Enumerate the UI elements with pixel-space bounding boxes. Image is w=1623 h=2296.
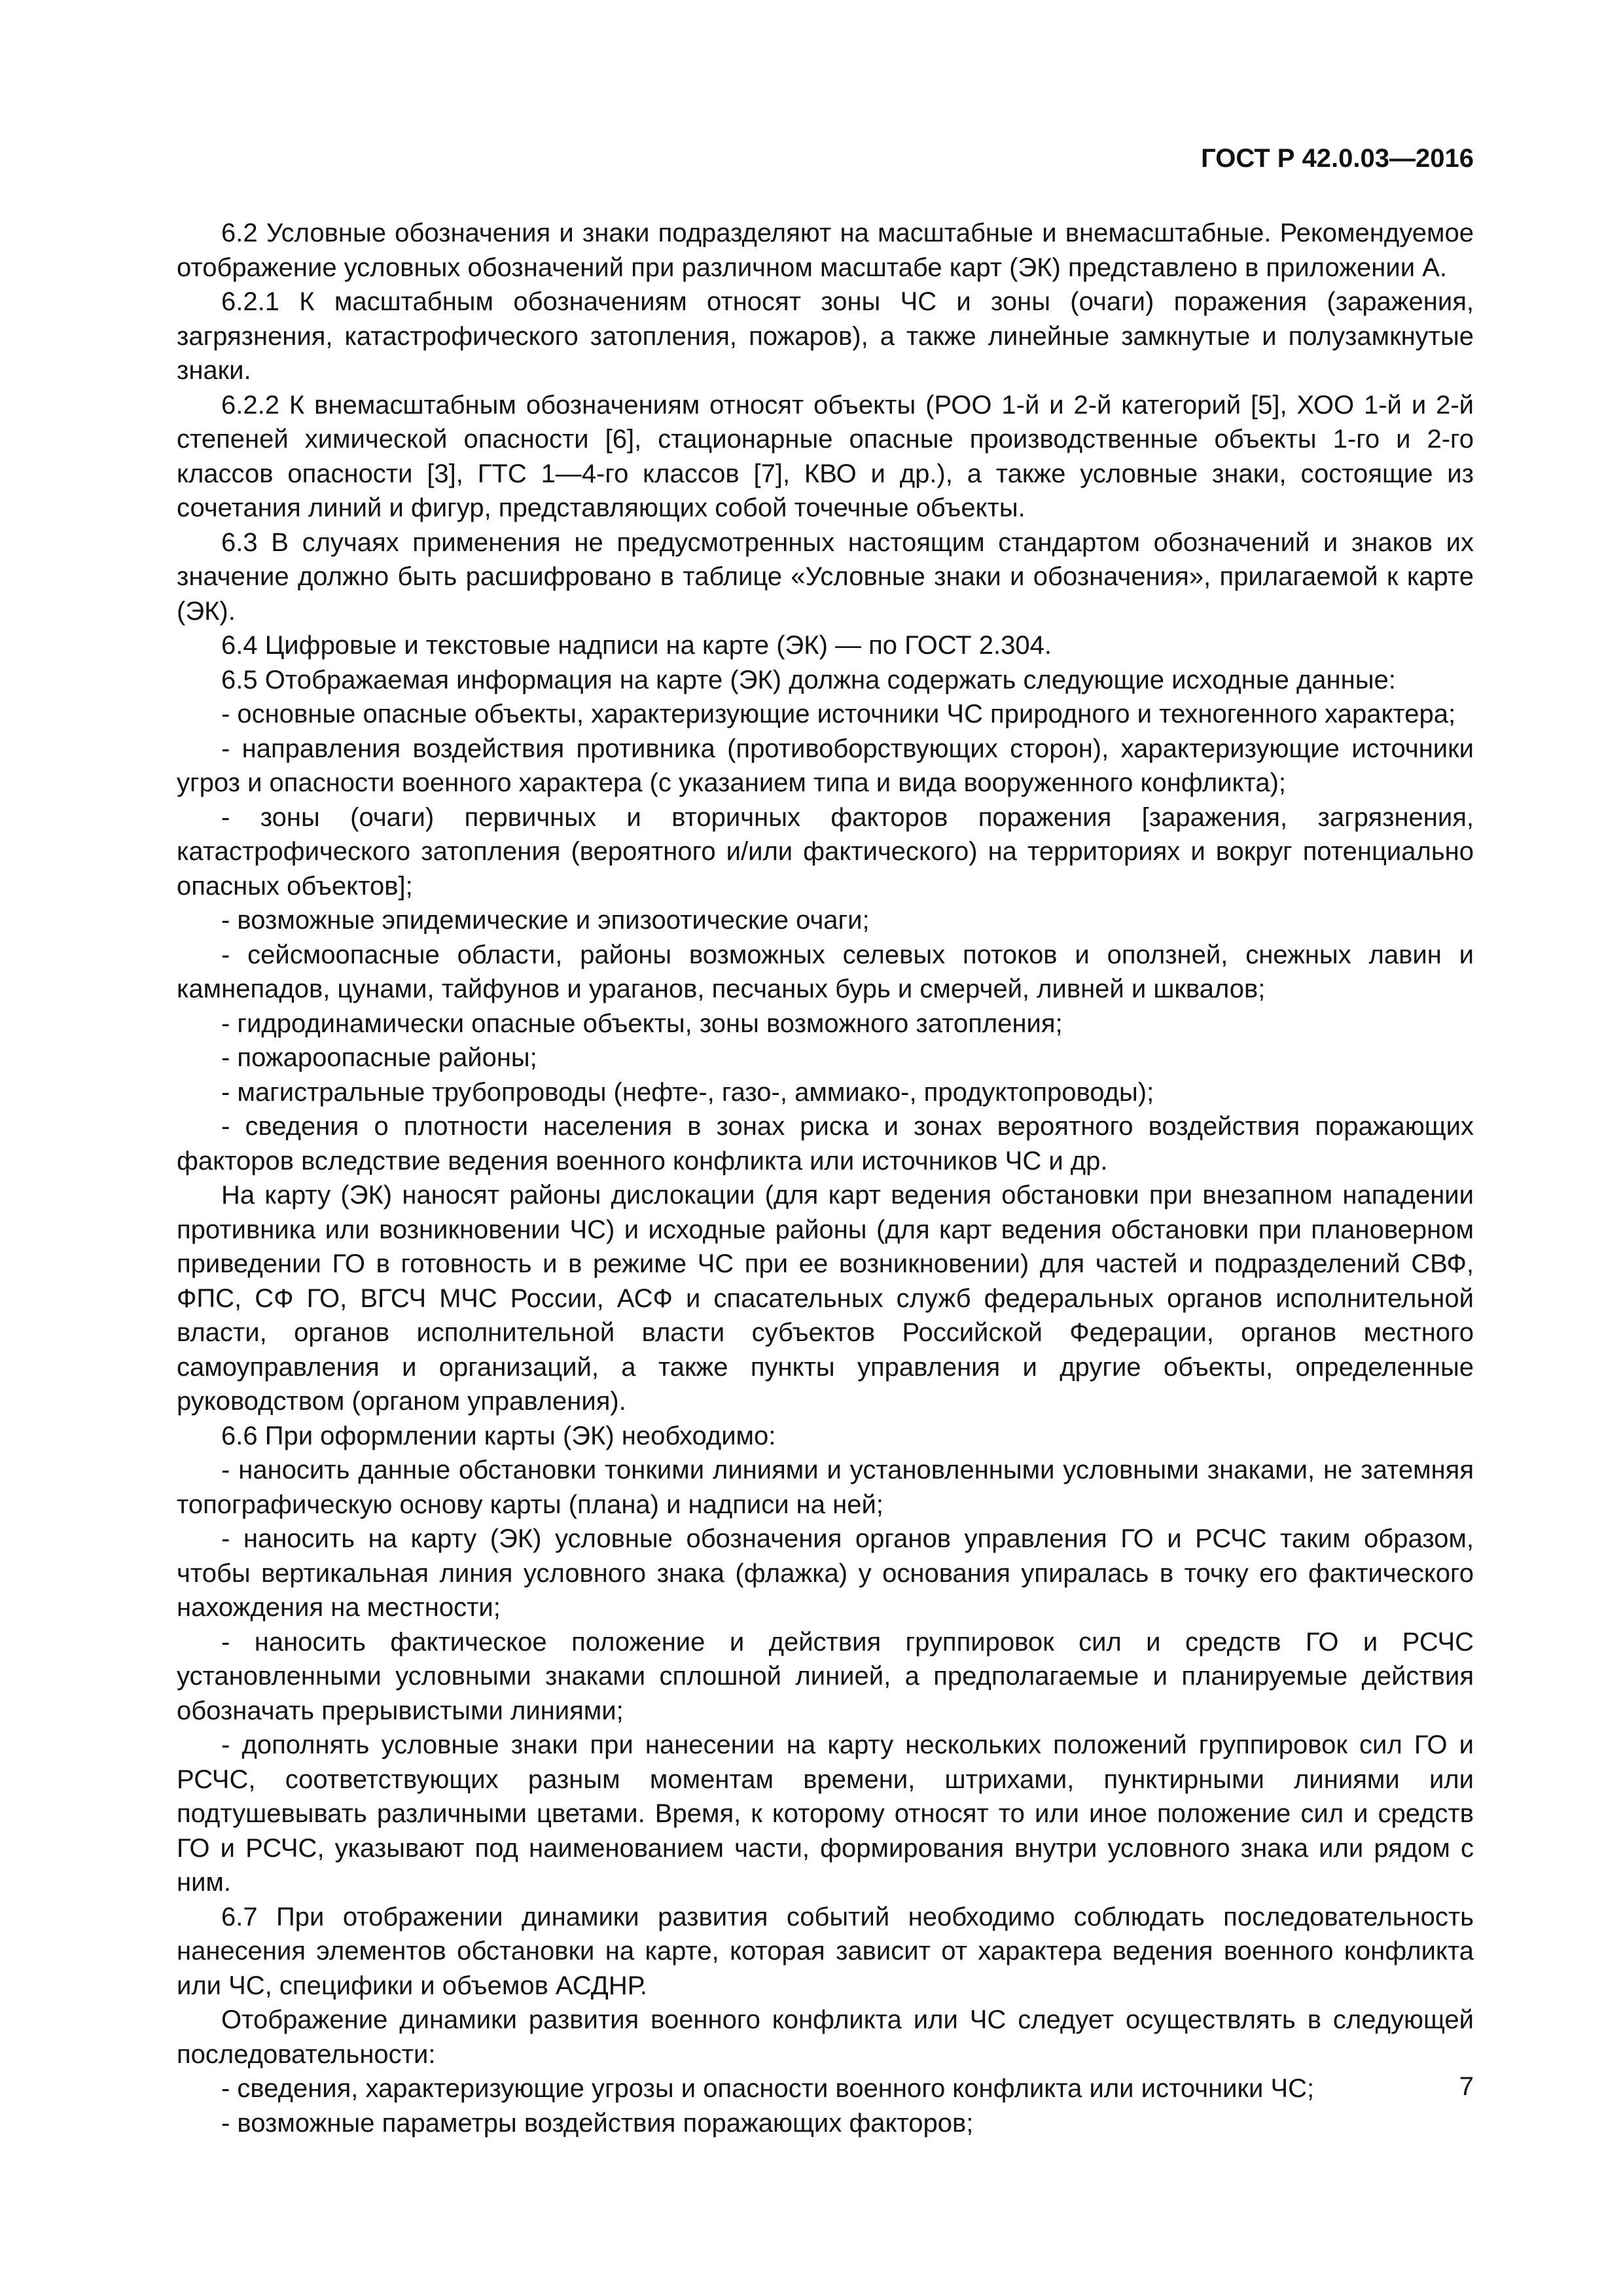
paragraph-6-6: 6.6 При оформлении карты (ЭК) необходимо: xyxy=(221,1421,776,1450)
paragraph-6-4: 6.4 Цифровые и текстовые надписи на карте (ЭК) — по ГОСТ 2.304. xyxy=(221,631,1052,660)
page-number: 7 xyxy=(1459,2072,1474,2101)
paragraph-6-2-2: 6.2.2 К внемасштабным обозначениям относят объекты (РОО 1-й и 2-й категорий [5], ХОО 1-й и 2-й степеней химической опасности [6], стационарные опасные производственные объекты 1-го и 2-го классов опасности [3], ГТС 1—4-го классов [7], КВО и др.), а также условные знаки, состоящие из сочетания линий и фигур, представляющих собой точечные объекты. xyxy=(177,390,1474,522)
list-item: - сведения, характеризующие угрозы и опасности военного конфликта или источники ЧС; xyxy=(221,2074,1315,2103)
paragraph-dynamics-sequence: Отображение динамики развития военного конфликта или ЧС следует осуществлять в следующей последовательности: xyxy=(177,2005,1474,2069)
list-item: - возможные параметры воздействия поражающих факторов; xyxy=(221,2108,974,2138)
document-body xyxy=(177,216,1474,2140)
list-item: - направления воздействия противника (противоборствующих сторон), характеризующие источники угроз и опасности военного характера (с указанием типа и вида вооруженного конфликта); xyxy=(177,734,1474,797)
paragraph-6-2: 6.2 Условные обозначения и знаки подразделяют на масштабные и внемасштабные. Рекомендуемое отображение условных обозначений при различном масштабе карт (ЭК) представлено в приложении А. xyxy=(177,219,1474,282)
list-item: - сведения о плотности населения в зонах риска и зонах вероятного воздействия поражающих факторов вследствие ведения военного конфликта или источников ЧС и др. xyxy=(177,1112,1474,1175)
list-item: - сейсмоопасные области, районы возможных селевых потоков и оползней, снежных лавин и камнепадов, цунами, тайфунов и ураганов, песчаных бурь и смерчей, ливней и шквалов; xyxy=(177,940,1474,1003)
paragraph-6-2-1: 6.2.1 К масштабным обозначениям относят зоны ЧС и зоны (очаги) поражения (заражения, загрязнения, катастрофического затопления, пожаров), а также линейные замкнутые и полузамкнутые знаки. xyxy=(177,287,1474,385)
paragraph-6-7: 6.7 При отображении динамики развития событий необходимо соблюдать последовательность нанесения элементов обстановки на карте, которая зависит от характера ведения военного конфликта или ЧС, специфики и объемов АСДНР. xyxy=(177,1902,1474,2000)
list-item: - дополнять условные знаки при нанесении на карту нескольких положений группировок сил ГО и РСЧС, соответствующих разным моментам времени, штрихами, пунктирными линиями или подтушевывать различными цветами. Время, к которому относят то или иное положение сил и средств ГО и РСЧС, указывают под наименованием части, формирования внутри условного знака или рядом с ним. xyxy=(177,1731,1474,1897)
paragraph-deployment-areas: На карту (ЭК) наносят районы дислокации (для карт ведения обстановки при внезапном нападении противника или возникновении ЧС) и исходные районы (для карт ведения обстановки при плановерном приведении ГО в готовность и в режиме ЧС при ее возникновении) для частей и подразделений СВФ, ФПС, СФ ГО, ВГСЧ МЧС России, АСФ и спасательных служб федеральных органов исполнительной власти, органов исполнительной власти субъектов Российской Федерации, органов местного самоуправления и организаций, а также пункты управления и другие объекты, определенные руководством (органом управления). xyxy=(177,1181,1474,1416)
list-item: - наносить на карту (ЭК) условные обозначения органов управления ГО и РСЧС таким образом, чтобы вертикальная линия условного знака (флажка) у основания упиралась в точку его фактического нахождения на местности; xyxy=(177,1524,1474,1622)
paragraph-6-5: 6.5 Отображаемая информация на карте (ЭК) должна содержать следующие исходные данные: xyxy=(221,665,1396,694)
list-item: - основные опасные объекты, характеризующие источники ЧС природного и техногенного характера; xyxy=(221,700,1456,728)
list-item: - наносить данные обстановки тонкими линиями и установленными условными знаками, не затемняя топографическую основу карты (плана) и надписи на ней; xyxy=(177,1456,1474,1519)
list-item: - возможные эпидемические и эпизоотические очаги; xyxy=(221,906,870,935)
list-item: - зоны (очаги) первичных и вторичных факторов поражения [заражения, загрязнения, катастрофического затопления (вероятного и/или фактического) на территориях и вокруг потенциально опасных объектов]; xyxy=(177,802,1474,901)
list-item: - гидродинамически опасные объекты, зоны возможного затопления; xyxy=(221,1009,1063,1038)
paragraph-6-3: 6.3 В случаях применения не предусмотренных настоящим стандартом обозначений и знаков их значение должно быть расшифровано в таблице «Условные знаки и обозначения», прилагаемой к карте (ЭК). xyxy=(177,528,1474,626)
list-item: - наносить фактическое положение и действия группировок сил и средств ГО и РСЧС установленными условными знаками сплошной линией, а предполагаемые и планируемые действия обозначать прерывистыми линиями; xyxy=(177,1627,1474,1725)
list-item: - магистральные трубопроводы (нефте-, газо-, аммиако-, продуктопроводы); xyxy=(221,1077,1154,1107)
document-code-header: ГОСТ Р 42.0.03—2016 xyxy=(1201,144,1474,173)
list-item: - пожароопасные районы; xyxy=(221,1043,537,1072)
